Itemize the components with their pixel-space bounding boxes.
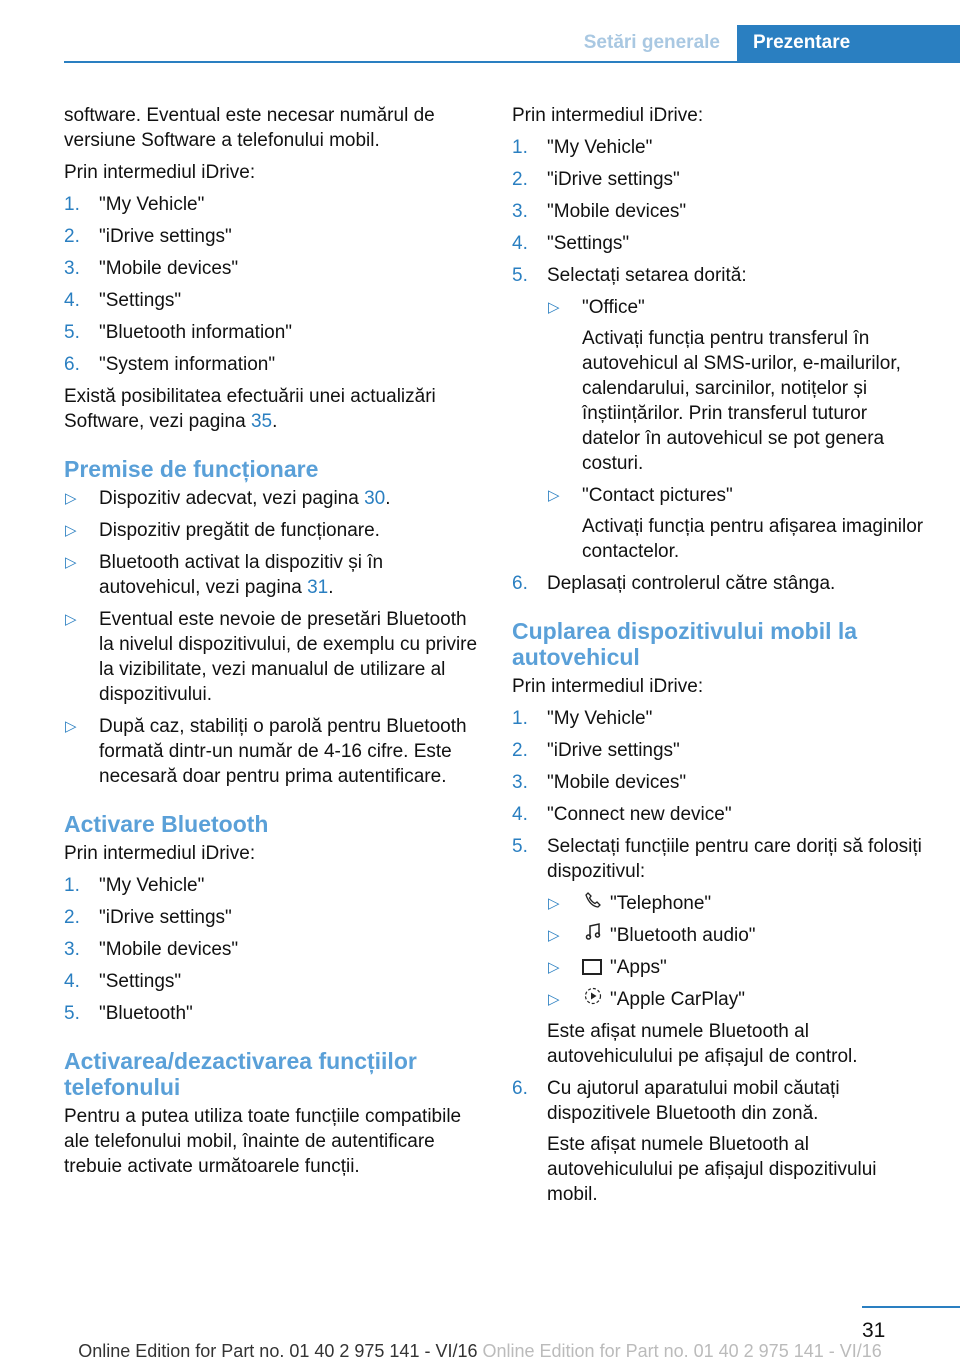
triangle-bullet-icon: ▷: [548, 927, 560, 944]
header-section-tab: Setări generale: [583, 32, 720, 53]
phone-icon: [582, 891, 604, 916]
list-item: 4. "Settings": [64, 971, 182, 992]
steps-list-settings: [512, 135, 928, 596]
triangle-bullet-icon: ▷: [65, 554, 77, 571]
list-item: ▷ "Apple CarPlay": [548, 989, 745, 1010]
page-link-30[interactable]: 30: [364, 488, 386, 509]
functii-paragraph: Pentru a putea utiliza toate funcțiile compatibile ale telefonului mobil, înainte de autentificare trebuie activate următoarele funcții.: [64, 1106, 462, 1177]
list-item: 3. "Mobile devices": [64, 258, 239, 279]
list-item: 1. "My Vehicle": [512, 708, 653, 729]
page-link-31[interactable]: 31: [307, 577, 329, 598]
page-link-35[interactable]: 35: [250, 411, 273, 432]
triangle-bullet-icon: ▷: [65, 490, 77, 507]
triangle-bullet-icon: ▷: [548, 895, 560, 912]
triangle-bullet-icon: ▷: [548, 487, 560, 504]
list-item: 1. "My Vehicle": [64, 194, 205, 215]
list-item: 3. "Mobile devices": [64, 939, 239, 960]
office-description: Activați funcția pentru transferul în autovehicul al SMS-urilor, e-mailurilor, calendarului, sarcinilor, notițelor și înștiințărilor. Prin transferul tuturor datelor în autovehicul se pot genera costuri.: [582, 328, 901, 474]
list-item: 4. "Settings": [512, 233, 630, 254]
list-item: ▷ "Contact pictures" Activați funcția pentru afișarea imaginilor contactelor.: [547, 483, 928, 564]
triangle-bullet-icon: ▷: [548, 991, 560, 1008]
list-item: 2. "iDrive settings": [512, 740, 680, 761]
list-item: ▷ După caz, stabiliți o parolă pentru Bluetooth formată dintr-un număr de 4-16 cifre. Este necesară doar pentru prima autentificare.: [65, 716, 467, 787]
list-item: ▷ Bluetooth activat la dispozitiv și în autovehicul, vezi pagina 31.: [65, 552, 384, 598]
via-idrive-text: Prin intermediul iDrive:: [64, 843, 256, 864]
via-idrive-text: Prin intermediul iDrive:: [512, 676, 704, 697]
list-item: 1. "My Vehicle": [512, 137, 653, 158]
list-item: 2. "iDrive settings": [512, 169, 680, 190]
music-note-icon: [582, 923, 604, 948]
apps-icon: [582, 959, 602, 975]
heading-activare-bluetooth: Activare Bluetooth: [64, 811, 269, 837]
function-options-list: [547, 891, 928, 1012]
carplay-icon: [582, 987, 604, 1012]
page-number: 31: [862, 1319, 886, 1342]
steps-list-bluetooth: [64, 873, 480, 1026]
steps-list-info: [64, 192, 480, 377]
header-chapter-tab: Prezentare: [737, 25, 960, 61]
via-idrive-text: Prin intermediul iDrive:: [64, 162, 256, 183]
list-item: 6. Cu ajutorul aparatului mobil căutați dispozitivele Bluetooth din zonă. Este afișat numele Bluetooth al autovehiculului pe afișajul dispozitivului mobil.: [512, 1076, 928, 1207]
list-item: ▷ Dispozitiv pregătit de funcționare.: [65, 520, 380, 541]
page-number-rule: [862, 1306, 960, 1308]
heading-cuplare: Cuplarea dispozitivului mobil la autovehicul: [512, 618, 858, 670]
via-idrive-text: Prin intermediul iDrive:: [512, 105, 704, 126]
footer-edition: Online Edition for Part no. 01 40 2 975 141 - VI/16 Online Edition for Part no. 01 40 2 975 141 - VI/16: [78, 1341, 882, 1361]
list-item: 1. "My Vehicle": [64, 875, 205, 896]
list-item: ▷ "Apps": [548, 957, 667, 978]
triangle-bullet-icon: ▷: [548, 299, 560, 316]
right-column: [512, 103, 928, 1214]
list-item: 5. Selectați funcțiile pentru care doriți să folosiți dispozitivul: ▷ "Telephone" ▷ "Bluetooth audio" ▷ "Apps" ▷ "Apple CarPlay" Este afișat numele Bluetooth al autovehiculului pe afișajul de control.: [512, 834, 928, 1069]
list-item: 2. "iDrive settings": [64, 226, 232, 247]
watermark: Online Edition for Part no. 01 40 2 975 141 - VI/16: [482, 1341, 882, 1361]
list-item: 5. Selectați setarea dorită: ▷ "Office" Activați funcția pentru transferul în autovehicul al SMS-urilor, e-mailurilor, calendarului, sarcinilor, notițelor și înștiințărilor. Prin transferul tuturor datelor în autovehicul se pot genera costuri. ▷ "Contact pictures" Activați funcția pentru afișarea imaginilor contactelor.: [512, 263, 928, 564]
left-column: [64, 103, 480, 1186]
list-item: 4. "Settings": [64, 290, 182, 311]
list-item: 6. "System information": [64, 354, 276, 375]
contact-description: Activați funcția pentru afișarea imaginilor contactelor.: [582, 516, 924, 562]
list-item: ▷ "Bluetooth audio": [548, 925, 756, 946]
triangle-bullet-icon: ▷: [65, 522, 77, 539]
header-rule: [64, 61, 960, 63]
list-item: 6. Deplasați controlerul către stânga.: [512, 573, 836, 594]
intro-paragraph: software. Eventual este necesar numărul de versiune Software a telefonului mobil.: [64, 105, 435, 151]
list-item: 3. "Mobile devices": [512, 201, 687, 222]
control-display-note: Este afișat numele Bluetooth al autovehiculului pe afișajul de control.: [547, 1021, 858, 1067]
steps-list-pairing: [512, 706, 928, 1207]
list-item: 2. "iDrive settings": [64, 907, 232, 928]
heading-premise: Premise de funcționare: [64, 456, 319, 482]
list-item: ▷ "Telephone": [548, 893, 712, 914]
list-item: 4. "Connect new device": [512, 804, 732, 825]
heading-functii-telefon: Activarea/dezactivarea funcțiilor telefonului: [64, 1048, 417, 1100]
triangle-bullet-icon: ▷: [65, 718, 77, 735]
prerequisites-list: [64, 486, 480, 789]
settings-options-list: [547, 295, 928, 564]
list-item: 5. "Bluetooth information": [64, 322, 293, 343]
list-item: ▷ Eventual este nevoie de presetări Bluetooth la nivelul dispozitivului, de exemplu cu privire la vizibilitate, vezi manualul de utilizare al dispozitivului.: [65, 609, 478, 705]
device-display-note: Este afișat numele Bluetooth al autovehiculului pe afișajul dispozitivului mobil.: [547, 1134, 877, 1205]
triangle-bullet-icon: ▷: [548, 959, 560, 976]
list-item: ▷ "Office" Activați funcția pentru transferul în autovehicul al SMS-urilor, e-mailurilor, calendarului, sarcinilor, notițelor și înștiințărilor. Prin transferul tuturor datelor în autovehicul se pot genera costuri.: [547, 295, 928, 476]
list-item: ▷ Dispozitiv adecvat, vezi pagina 30.: [65, 488, 391, 509]
update-paragraph: Există posibilitatea efectuării unei actualizări Software, vezi pagina 35.: [64, 386, 436, 432]
list-item: 3. "Mobile devices": [512, 772, 687, 793]
triangle-bullet-icon: ▷: [65, 611, 77, 628]
list-item: 5. "Bluetooth": [64, 1003, 193, 1024]
